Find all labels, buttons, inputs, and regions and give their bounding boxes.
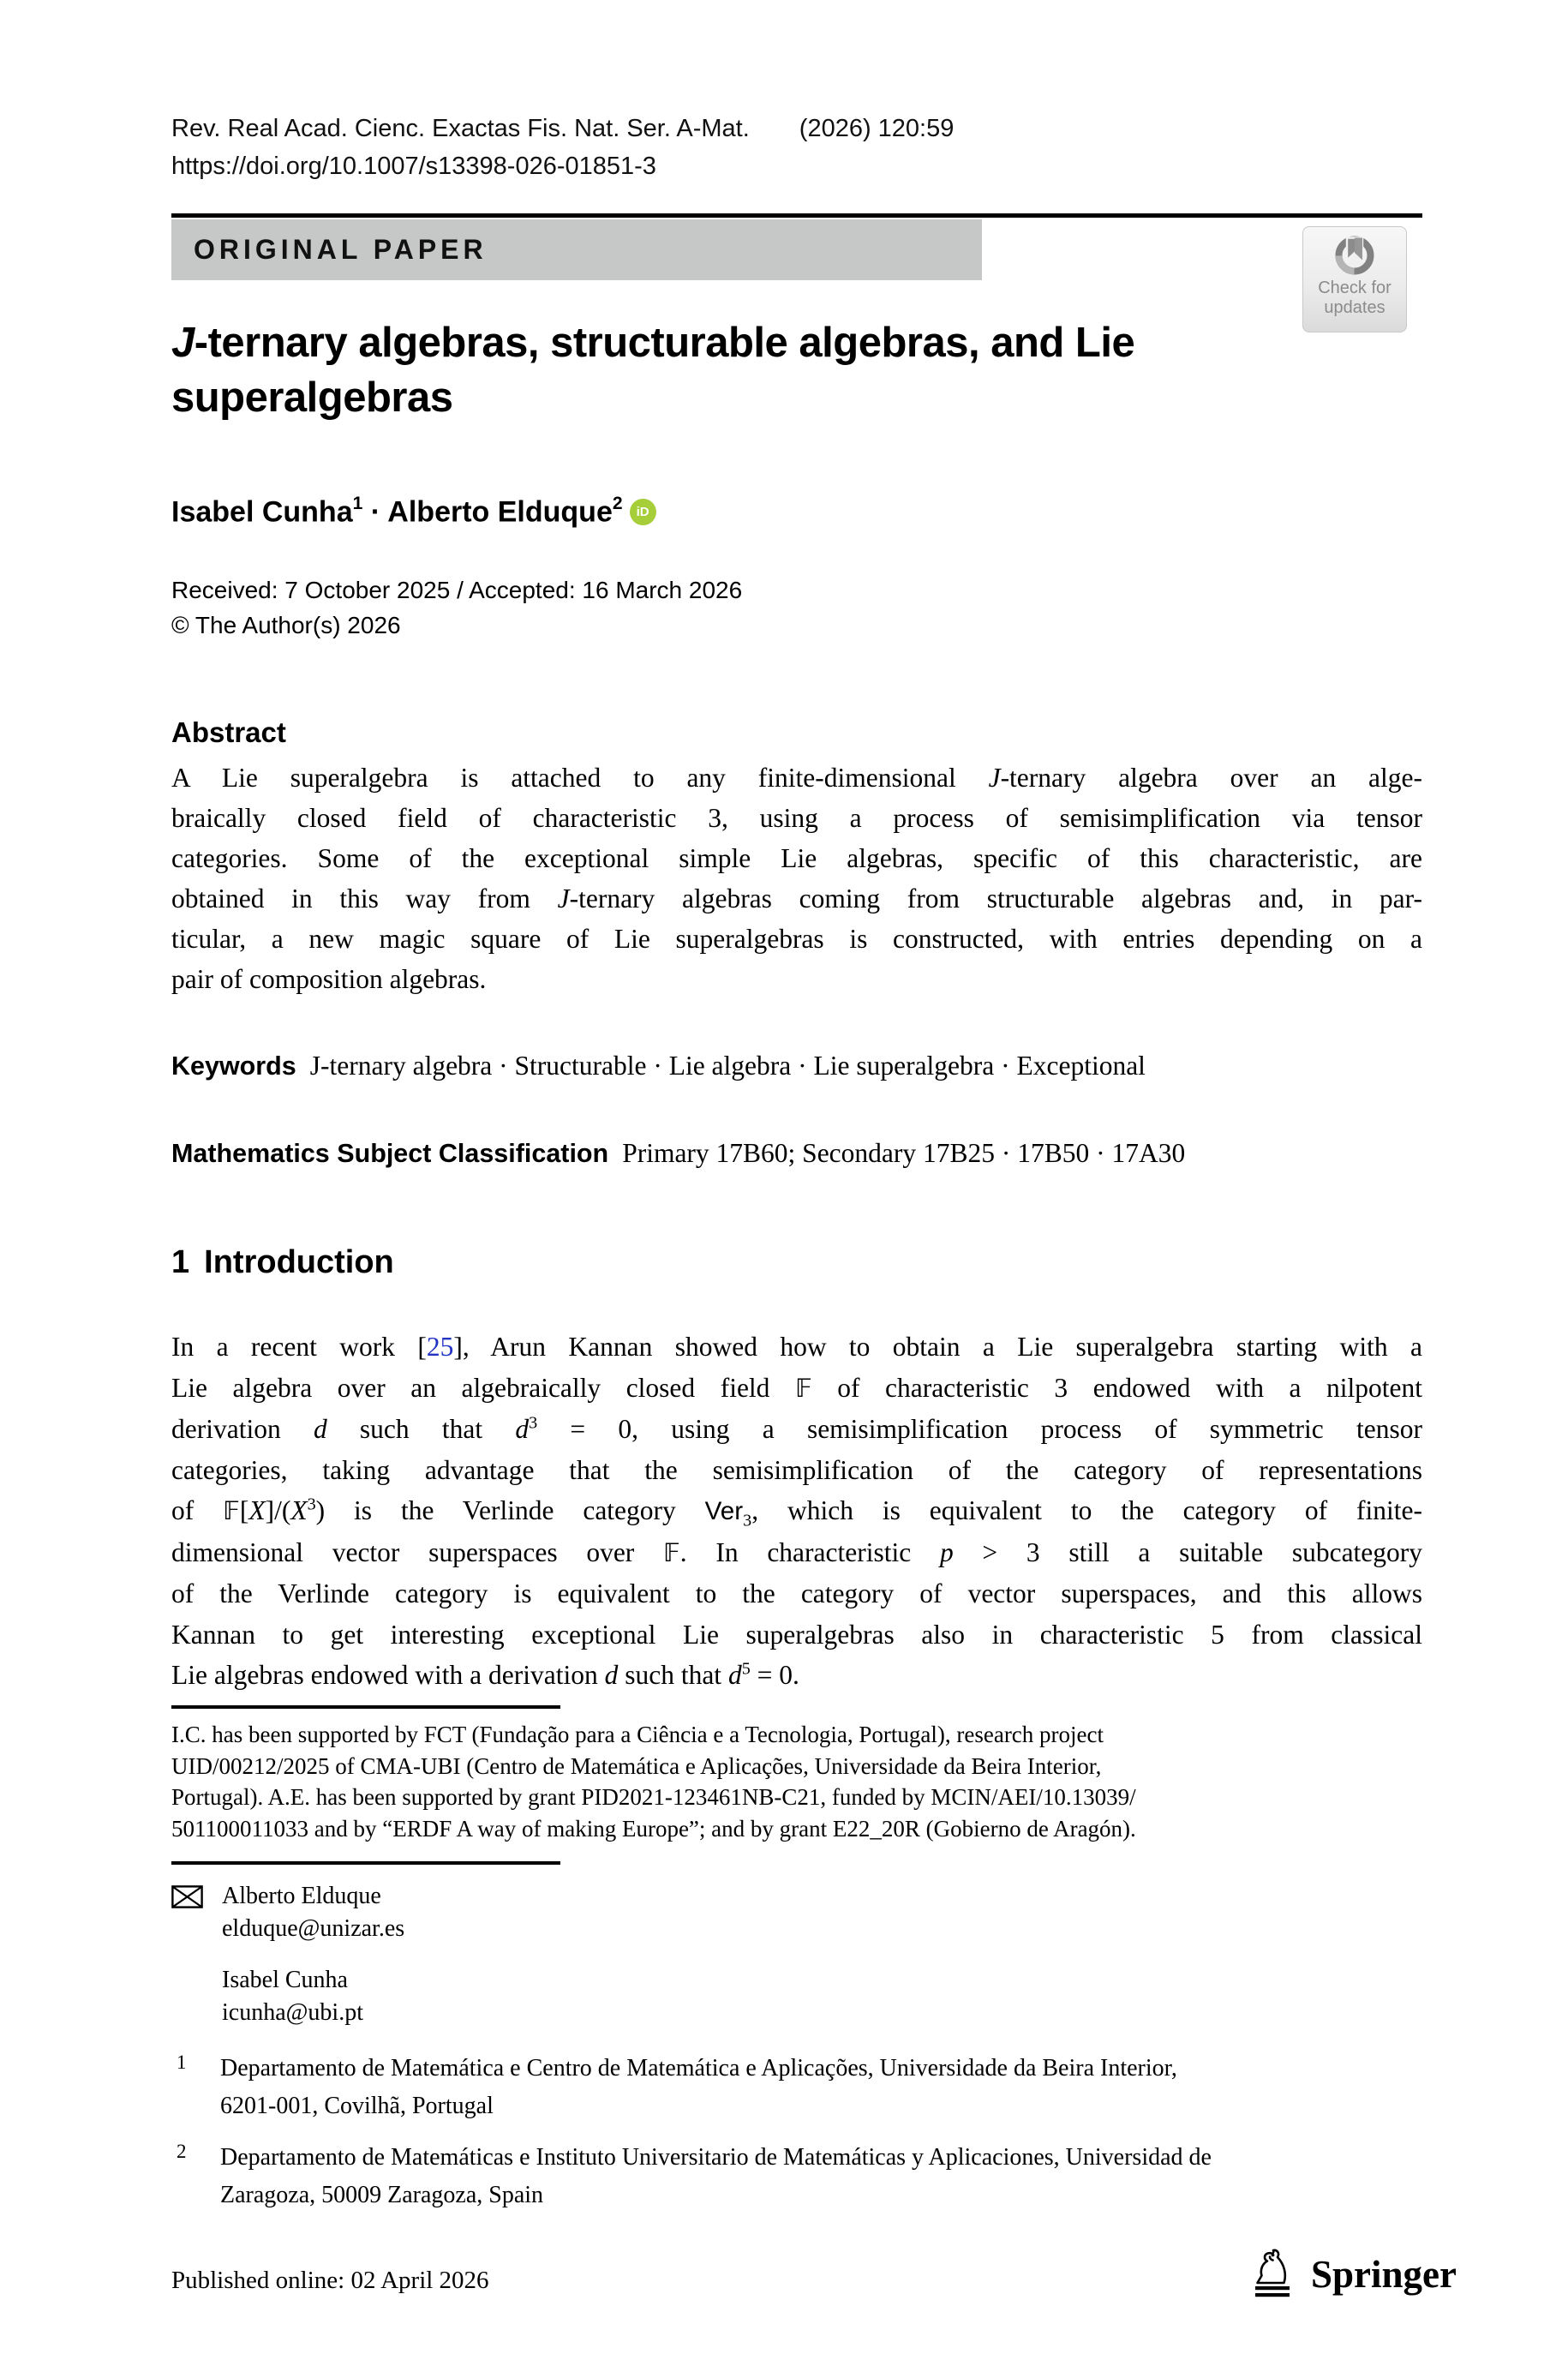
springer-wordmark: Springer [1311,2253,1457,2296]
text-line: Zaragoza, 50009 Zaragoza, Spain [220,2182,544,2208]
journal-reference [171,110,954,147]
text-line: 6201-001, Covilhã, Portugal [220,2093,494,2119]
text-line: In a recent work [25], Arun Kannan showed how to obtain a Lie superalgebra starting with a [171,1332,1423,1362]
corresponding-author-name: Alberto Elduque [222,1883,381,1909]
section-number: 1 [171,1244,190,1280]
keywords-row [171,1051,1431,1081]
keywords-text: J-ternary algebra · Structurable · Lie algebra · Lie superalgebra · Exceptional [309,1051,1146,1081]
text-line: derivation d such that $d^3 = 0$, using a semisimplification process of symmetric tensor [171,1413,1422,1444]
springer-logo [1249,2249,1457,2300]
keywords-label: Keywords [171,1051,296,1081]
section-heading-introduction [171,1244,394,1281]
header-rule [171,213,1422,218]
section-title: Introduction [204,1244,394,1280]
text-line: pair of composition algebras. [171,964,487,994]
affiliation-1-number: 1 [177,2052,187,2073]
affiliation-1 [171,2050,1431,2125]
text-line: Lie algebra over an algebraically closed field 𝔽 of characteristic 3 endowed with a nilpotent [171,1372,1422,1403]
text-line: Departamento de Matemática e Centro de Matemática e Aplicações, Universidade da Beira Interior, [220,2055,1177,2081]
funding-footnote [171,1719,1435,1844]
text-line: categories, taking advantage that the semisimplification of the category of representations [171,1454,1422,1485]
envelope-icon [171,1885,203,1908]
text-line: J-ternary algebras, structurable algebras, and Lie [171,320,1135,366]
text-line: of $𝔽[X]/(X^3)$ is the Verlinde category Ver$_3$, which is equivalent to the category of finite- [171,1494,1422,1530]
affiliation-1-text [220,2050,1431,2125]
text-line: obtained in this way from J-ternary algebras coming from structurable algebras and, in par- [171,884,1422,913]
correspondence-block [171,1880,404,2029]
article-type-label: ORIGINAL PAPER [194,234,488,265]
text-line: of the Verlinde category is equivalent to the category of vector superspaces, and this allows [171,1578,1422,1608]
article-type-banner [171,219,982,280]
journal-issue: (2026) 120:59 [799,115,955,142]
orcid-icon[interactable]: iD [630,499,656,525]
abstract-text [171,758,1422,999]
msc-row [171,1138,1431,1169]
badge-text: Check for updates [1318,279,1391,317]
published-online: Published online: 02 April 2026 [171,2267,489,2294]
text-line: superalgebras [171,374,453,421]
text-line: Lie algebras endowed with a derivation d such that $d^5 = 0$. [171,1659,799,1690]
text-line: A Lie superalgebra is attached to any finite-dimensional J-ternary algebra over an alge- [171,763,1422,793]
page-title [171,315,1439,425]
introduction-text [171,1327,1422,1696]
msc-text: Primary 17B60; Secondary 17B25 · 17B50 · 17A30 [622,1138,1186,1168]
text-line: 501100011033 and by “ERDF A way of making Europe”; and by grant E22_20R (Gobierno de Aragón). [171,1815,1136,1842]
msc-label: Mathematics Subject Classification [171,1139,609,1168]
text-line: braically closed field of characteristic 3, using a process of semisimplification via tensor [171,803,1422,833]
text-line: Portugal). A.E. has been supported by grant PID2021-123461NB-C21, funded by MCIN/AEI/10.13039/ [171,1784,1136,1810]
second-author-name: Isabel Cunha [222,1967,348,1993]
springer-horse-icon [1249,2249,1301,2300]
received-accepted: Received: 7 October 2025 / Accepted: 16 March 2026 [171,577,743,603]
affiliations-block [171,2050,1431,2214]
text-line: Kannan to get interesting exceptional Lie superalgebras also in characteristic 5 from classical [171,1619,1422,1650]
text-line: ticular, a new magic square of Lie superalgebras is constructed, with entries depending on a [171,924,1422,954]
text-line: Departamento de Matemáticas e Instituto Universitario de Matemáticas y Aplicaciones, Universidad de [220,2144,1212,2171]
text-line: categories. Some of the exceptional simple Lie algebras, specific of this characteristic, are [171,843,1422,873]
abstract-heading: Abstract [171,716,286,748]
journal-header [171,110,954,185]
affiliation-2 [171,2139,1431,2214]
doi-link[interactable]: https://doi.org/10.1007/s13398-026-01851-3 [171,153,656,180]
corresponding-author-email[interactable]: elduque@unizar.es [222,1915,405,1942]
copyright-line: © The Author(s) 2026 [171,612,401,638]
journal-name: Rev. Real Acad. Cienc. Exactas Fis. Nat. Ser. A-Mat. [171,115,750,142]
correspondence-rule [171,1861,560,1865]
footnote-rule [171,1705,560,1709]
author-names: Isabel Cunha$^1$ · Alberto Elduque$^2$ [171,494,623,529]
text-line: dimensional vector superspaces over 𝔽. In characteristic p > 3 still a suitable subcategory [171,1536,1423,1567]
affiliation-2-number: 2 [177,2141,187,2162]
citation-25: 25 [426,1332,454,1362]
article-dates [171,572,742,643]
text-line: I.C. has been supported by FCT (Fundação para a Ciência e a Tecnologia, Portugal), research project [171,1722,1104,1747]
author-line [171,495,656,529]
crossmark-icon [1332,232,1378,279]
affiliation-2-text [220,2139,1431,2214]
text-line: UID/00212/2025 of CMA-UBI (Centro de Matemática e Aplicações, Universidade da Beira Interior, [171,1752,1102,1779]
second-author-email[interactable]: icunha@ubi.pt [222,1999,363,2026]
